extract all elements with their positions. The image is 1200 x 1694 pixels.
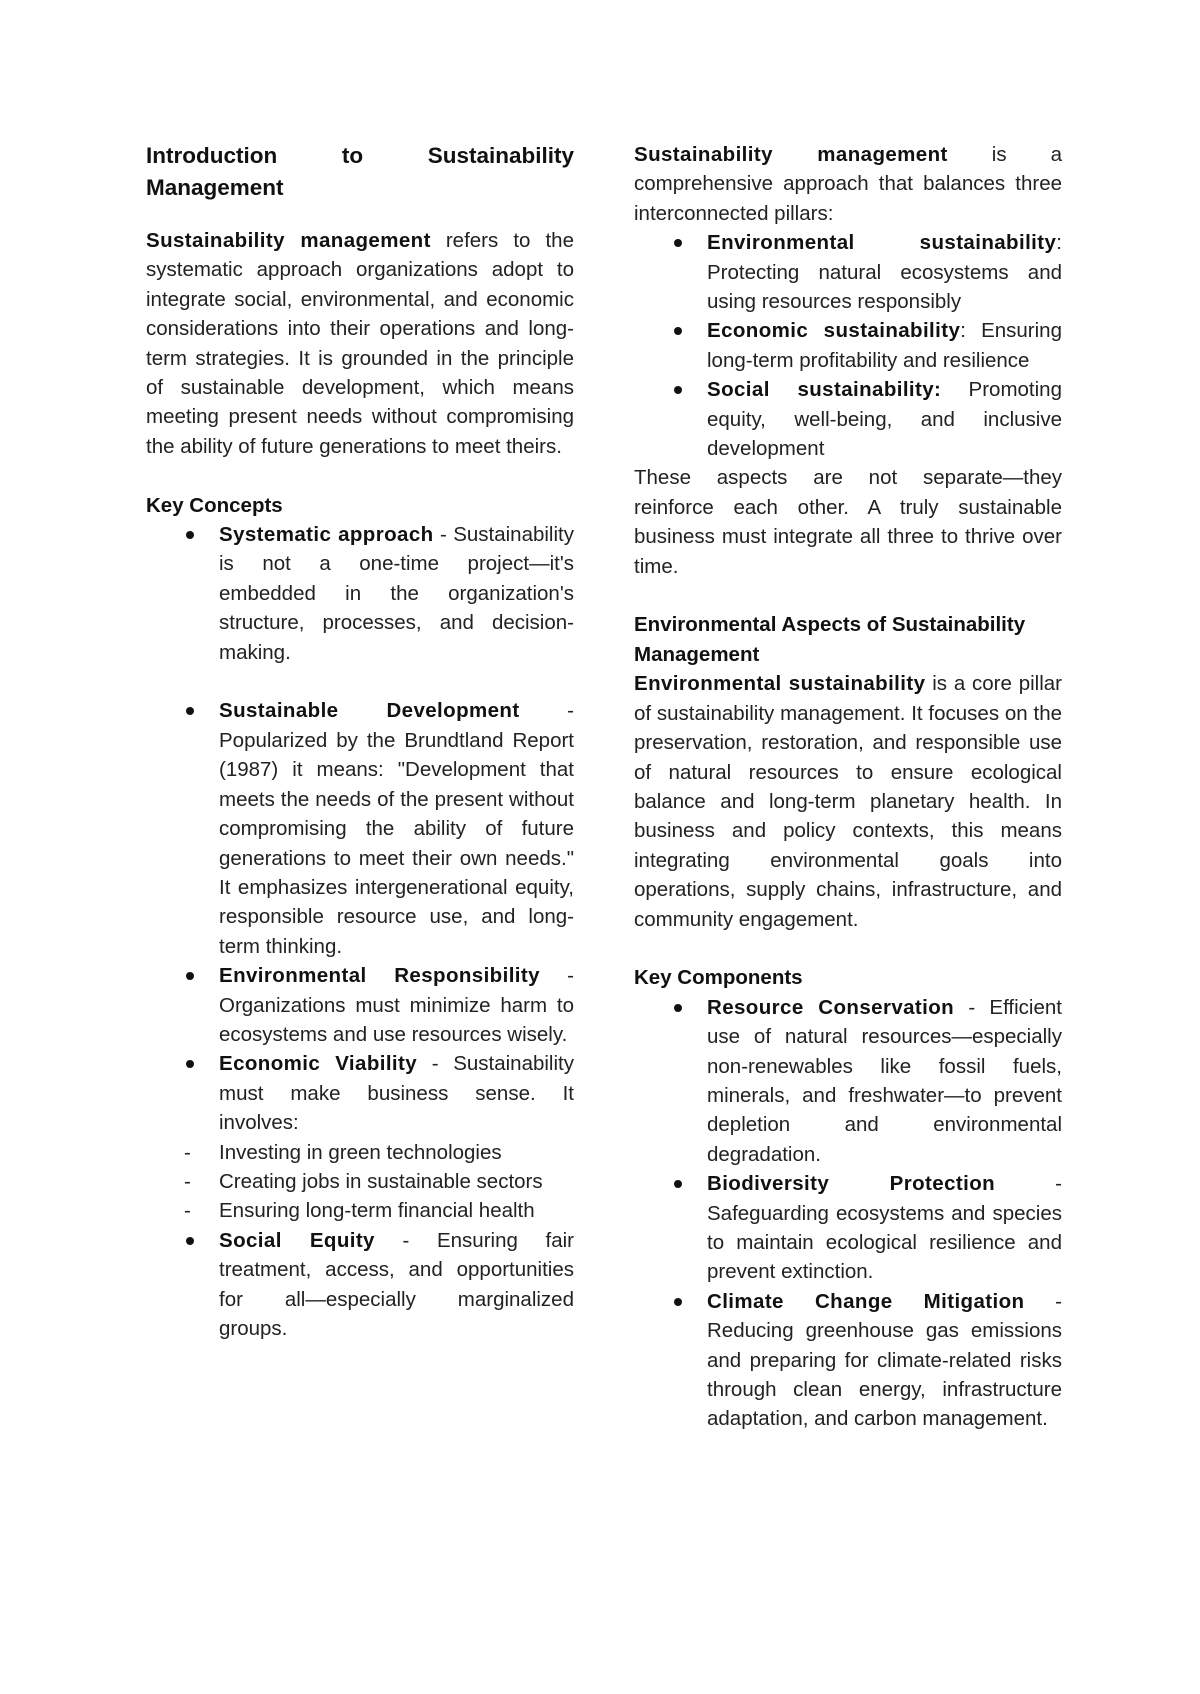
list-item — [146, 696, 574, 961]
page-title: Introduction to Sustainability Management — [146, 143, 574, 200]
list-item — [146, 961, 574, 1049]
concept-term: Sustainable Development — [219, 699, 520, 723]
concept-text: - Ensuring fair treatment, access, and opportunities for all—especially marginalized groups. — [219, 1228, 574, 1340]
pillar-text: Promoting equity, well-being, and inclusive development — [707, 378, 1062, 461]
component-text: - Efficient use of natural resources—especially non-renewables like fossil fuels, minerals, and freshwater—to prevent depletion and environmental degradation. — [707, 995, 1062, 1166]
list-item — [634, 993, 1062, 1169]
component-text: - Safeguarding ecosystems and species to maintain ecological resilience and prevent extinction. — [707, 1172, 1062, 1284]
concept-text: - Sustainability must make business sense. It involves: — [219, 1052, 574, 1135]
pillars-text: is a comprehensive approach that balances three interconnected pillars: — [634, 143, 1062, 225]
concept-term: Environmental Responsibility — [219, 964, 540, 988]
list-item — [146, 520, 574, 667]
concepts-list — [146, 520, 574, 667]
components-list — [634, 993, 1062, 1434]
pillars-intro — [634, 140, 1062, 228]
list-item — [634, 1169, 1062, 1287]
concepts-list-end — [146, 1226, 574, 1344]
intro-paragraph — [146, 226, 574, 461]
pillars-list — [634, 228, 1062, 463]
list-item — [146, 1226, 574, 1344]
component-term: Biodiversity Protection — [707, 1172, 996, 1196]
intro-text: refers to the systematic approach organizations adopt to integrate social, environmental, and economic considerations into their operations and long-term strategies. It is grounded in the principle of sustainable development, which means meeting present needs without compromising the ability of future generations to meet theirs. — [146, 229, 574, 458]
concept-term: Social Equity — [219, 1228, 375, 1252]
pillar-term: Social sustainability: — [707, 378, 942, 402]
pillar-term: Economic sustainability — [707, 319, 961, 343]
sub-list-item: - Creating jobs in sustainable sectors — [146, 1167, 574, 1196]
components-heading: Key Components — [634, 966, 803, 990]
pillar-text: : Ensuring long-term profitability and resilience — [707, 319, 1062, 372]
concept-term: Systematic approach — [219, 523, 434, 547]
right-column — [634, 140, 1062, 1434]
pillars-term: Sustainability management — [634, 143, 948, 166]
list-item — [634, 1287, 1062, 1434]
list-item — [146, 1049, 574, 1137]
list-item — [634, 316, 1062, 375]
left-column — [146, 140, 574, 1343]
concept-text: - Organizations must minimize harm to ecosystems and use resources wisely. — [219, 964, 574, 1046]
pillar-term: Environmental sustainability — [707, 231, 1057, 255]
list-item — [634, 375, 1062, 463]
concept-term: Economic Viability — [219, 1052, 418, 1076]
env-paragraph — [634, 669, 1062, 934]
economic-sublist — [146, 1138, 574, 1226]
concept-text: - Sustainability is not a one-time project—it's embedded in the organization's structure, processes, and decision-making. — [219, 523, 574, 664]
env-text: is a core pillar of sustainability management. It focuses on the preservation, restoration, and responsible use of natural resources to ensure ecological balance and long-term planetary health. In business and policy contexts, this means integrating environmental goals into operations, supply chains, infrastructure, and community engagement. — [634, 672, 1062, 931]
list-item — [634, 228, 1062, 316]
component-text: - Reducing greenhouse gas emissions and preparing for climate-related risks through clean energy, infrastructure adaptation, and carbon management. — [707, 1289, 1062, 1431]
concept-text: - Popularized by the Brundtland Report (1987) it means: "Development that meets the needs of the present without compromising the ability of future generations to meet their own needs." It emphasizes intergenerational equity, responsible resource use, and long-term thinking. — [219, 699, 574, 958]
intro-term: Sustainability management — [146, 229, 431, 252]
key-concepts-heading: Key Concepts — [146, 493, 283, 517]
env-term: Environmental sustainability — [634, 672, 926, 696]
concepts-list-cont — [146, 696, 574, 1137]
sub-list-item: - Investing in green technologies — [146, 1138, 574, 1167]
pillars-closing: These aspects are not separate—they reinforce each other. A truly sustainable business must integrate all three to thrive over time. — [634, 466, 1062, 578]
pillar-text: : Protecting natural ecosystems and using resources responsibly — [707, 231, 1062, 314]
component-term: Climate Change Mitigation — [707, 1289, 1025, 1313]
env-heading: Environmental Aspects of Sustainability Management — [634, 613, 1026, 666]
sub-list-item: - Ensuring long-term financial health — [146, 1196, 574, 1225]
component-term: Resource Conservation — [707, 995, 955, 1019]
